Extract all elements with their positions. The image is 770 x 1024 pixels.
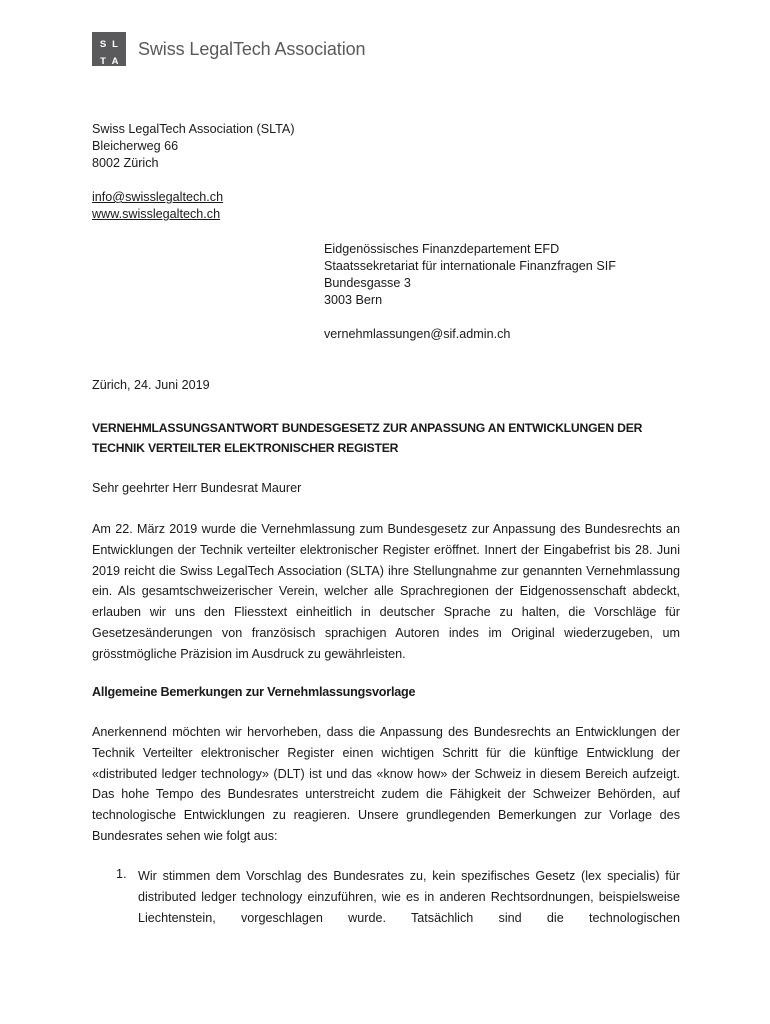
salutation: Sehr geehrter Herr Bundesrat Maurer bbox=[92, 481, 302, 495]
logo-letter: A bbox=[111, 56, 119, 67]
logo-letter: L bbox=[112, 39, 118, 50]
letter-subject: VERNEHMLASSUNGSANTWORT BUNDESGESETZ ZUR ANPASSUNG AN ENTWICKLUNGEN DER TECHNIK VERTEILTER ELEKTRONISCHER REGISTER bbox=[92, 421, 643, 455]
remarks-list bbox=[116, 866, 680, 928]
recipient-line: Bundesgasse 3 bbox=[324, 276, 411, 290]
section-heading: Allgemeine Bemerkungen zur Vernehmlassungsvorlage bbox=[92, 685, 416, 699]
list-item-number: 1. bbox=[116, 867, 127, 881]
recipient-address bbox=[324, 241, 616, 343]
list-item-text: Wir stimmen dem Vorschlag des Bundesrates zu, kein spezifisches Gesetz (lex specialis) für distributed ledger technology einzuführen, wie es in anderen Rechtsordnungen, beispielsweise Liechtenstein, vorgeschlagen wurde. Tatsächlich sind die technologischen bbox=[138, 869, 680, 925]
logo-letter: S bbox=[99, 39, 107, 50]
header-logo bbox=[92, 32, 365, 66]
sender-website-link[interactable]: www.swisslegaltech.ch bbox=[92, 207, 221, 221]
sender-address bbox=[92, 121, 295, 172]
sender-line: Bleicherweg 66 bbox=[92, 139, 179, 153]
intro-paragraph: Am 22. März 2019 wurde die Vernehmlassung zum Bundesgesetz zur Anpassung des Bundesrechts an Entwicklungen der Technik verteilter elektronischer Register eröffnet. Innert der Eingabefrist bis 28. Juni 2019 reicht die Swiss LegalTech Association (SLTA) ihre Stellungnahme zur genannten Vernehmlassung ein. Als gesamtschweizerischer Verein, welcher alle Sprachregionen der Eidgenossenschaft abdeckt, erlauben wir uns den Fliesstext einheitlich in deutscher Sprache zu halten, die Vorschläge für Gesetzesänderungen von französisch sprachigen Autoren indes im Original wiederzugeben, um grösstmögliche Präzision im Ausdruck zu gewährleisten. bbox=[92, 522, 680, 661]
sender-contact bbox=[92, 189, 223, 223]
general-remarks-paragraph: Anerkennend möchten wir hervorheben, dass die Anpassung des Bundesrechts an Entwicklungen der Technik Verteilter elektronischer Register einen wichtigen Schritt für die künftige Entwicklung der «distributed ledger technology» (DLT) ist und das «know how» der Schweiz in diesem Bereich aufzeigt. Das hohe Tempo des Bundesrates unterstreicht zudem die Fähigkeit der Schweizer Behörden, auf technologische Entwicklungen zu reagieren. Unsere grundlegenden Bemerkungen zur Vorlage des Bundesrates sehen wie folgt aus: bbox=[92, 725, 680, 843]
slta-logo-mark bbox=[92, 32, 126, 66]
sender-email-link[interactable]: info@swisslegaltech.ch bbox=[92, 190, 224, 204]
recipient-line: 3003 Bern bbox=[324, 293, 383, 307]
sender-line: 8002 Zürich bbox=[92, 156, 159, 170]
recipient-email: vernehmlassungen@sif.admin.ch bbox=[324, 327, 511, 341]
letter-date: Zürich, 24. Juni 2019 bbox=[92, 378, 210, 392]
logo-letter: T bbox=[100, 56, 106, 67]
organization-name: Swiss LegalTech Association bbox=[138, 38, 366, 59]
recipient-line: Staatssekretariat für internationale Finanzfragen SIF bbox=[324, 259, 616, 273]
sender-line: Swiss LegalTech Association (SLTA) bbox=[92, 122, 295, 136]
list-item bbox=[116, 866, 680, 928]
recipient-line: Eidgenössisches Finanzdepartement EFD bbox=[324, 242, 560, 256]
